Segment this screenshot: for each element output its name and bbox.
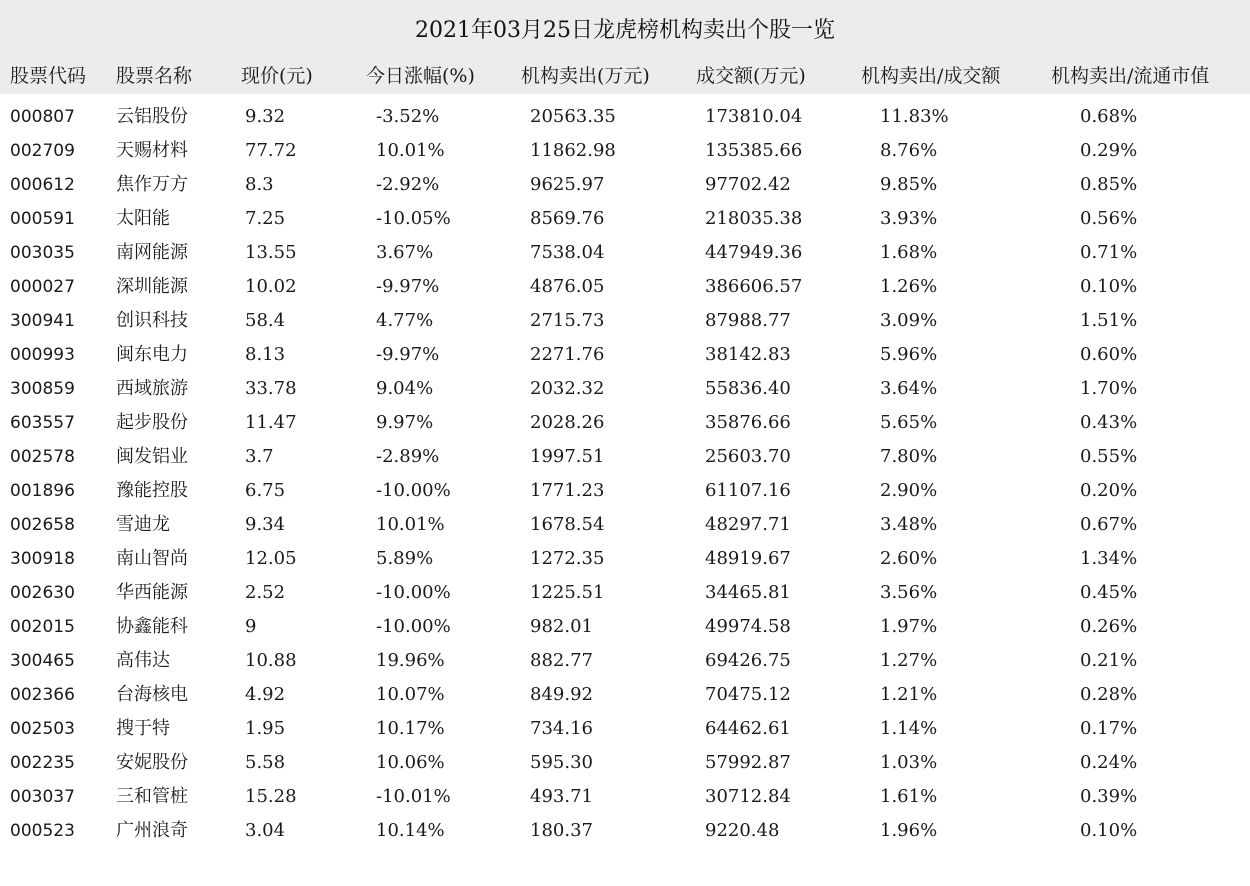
cell-inst-sell: 2028.26 bbox=[530, 412, 605, 433]
cell-price: 3.04 bbox=[245, 820, 286, 841]
cell-price: 1.95 bbox=[245, 718, 286, 739]
cell-sell-float-ratio: 1.70% bbox=[1080, 378, 1138, 399]
cell-change: -2.92% bbox=[376, 174, 440, 195]
cell-stock-name: 南山智尚 bbox=[116, 548, 188, 569]
cell-change: 4.77% bbox=[376, 310, 434, 331]
cell-stock-code: 000027 bbox=[10, 277, 75, 297]
cell-sell-turnover-ratio: 2.90% bbox=[880, 480, 938, 501]
cell-change: 5.89% bbox=[376, 548, 434, 569]
cell-stock-name: 创识科技 bbox=[116, 310, 188, 331]
cell-price: 33.78 bbox=[245, 378, 297, 399]
cell-inst-sell: 1997.51 bbox=[530, 446, 605, 467]
cell-turnover: 69426.75 bbox=[705, 650, 791, 671]
cell-turnover: 87988.77 bbox=[705, 310, 791, 331]
cell-sell-turnover-ratio: 5.96% bbox=[880, 344, 938, 365]
cell-price: 5.58 bbox=[245, 752, 286, 773]
cell-stock-code: 603557 bbox=[10, 413, 75, 433]
cell-price: 2.52 bbox=[245, 582, 286, 603]
cell-change: -3.52% bbox=[376, 106, 440, 127]
data-table-body bbox=[0, 100, 1250, 848]
table-row bbox=[0, 474, 1250, 508]
cell-sell-turnover-ratio: 1.14% bbox=[880, 718, 938, 739]
cell-sell-float-ratio: 0.55% bbox=[1080, 446, 1138, 467]
cell-stock-code: 300918 bbox=[10, 549, 75, 569]
cell-sell-turnover-ratio: 1.27% bbox=[880, 650, 938, 671]
cell-turnover: 70475.12 bbox=[705, 684, 791, 705]
cell-change: 10.06% bbox=[376, 752, 445, 773]
cell-stock-name: 安妮股份 bbox=[116, 752, 188, 773]
table-row bbox=[0, 134, 1250, 168]
cell-stock-code: 002658 bbox=[10, 515, 75, 535]
column-header-stock-name: 股票名称 bbox=[116, 65, 193, 87]
cell-change: 10.01% bbox=[376, 140, 445, 161]
cell-stock-name: 天赐材料 bbox=[116, 140, 188, 161]
cell-turnover: 55836.40 bbox=[705, 378, 791, 399]
cell-stock-name: 广州浪奇 bbox=[116, 820, 188, 841]
cell-price: 11.47 bbox=[245, 412, 297, 433]
cell-turnover: 34465.81 bbox=[705, 582, 791, 603]
cell-stock-name: 西域旅游 bbox=[116, 378, 188, 399]
cell-sell-turnover-ratio: 8.76% bbox=[880, 140, 938, 161]
table-row bbox=[0, 508, 1250, 542]
cell-turnover: 35876.66 bbox=[705, 412, 791, 433]
cell-inst-sell: 4876.05 bbox=[530, 276, 605, 297]
cell-turnover: 135385.66 bbox=[705, 140, 803, 161]
cell-inst-sell: 2715.73 bbox=[530, 310, 605, 331]
cell-sell-float-ratio: 0.26% bbox=[1080, 616, 1138, 637]
cell-change: 10.01% bbox=[376, 514, 445, 535]
cell-stock-name: 华西能源 bbox=[116, 582, 188, 603]
cell-sell-float-ratio: 0.60% bbox=[1080, 344, 1138, 365]
cell-price: 9.32 bbox=[245, 106, 286, 127]
cell-sell-turnover-ratio: 3.48% bbox=[880, 514, 938, 535]
cell-inst-sell: 8569.76 bbox=[530, 208, 605, 229]
table-row bbox=[0, 304, 1250, 338]
cell-inst-sell: 493.71 bbox=[530, 786, 593, 807]
cell-stock-code: 002235 bbox=[10, 753, 75, 773]
cell-price: 10.88 bbox=[245, 650, 297, 671]
cell-inst-sell: 1678.54 bbox=[530, 514, 605, 535]
table-row bbox=[0, 542, 1250, 576]
cell-stock-name: 云铝股份 bbox=[116, 106, 188, 127]
cell-sell-turnover-ratio: 1.61% bbox=[880, 786, 938, 807]
cell-stock-code: 002709 bbox=[10, 141, 75, 161]
cell-stock-code: 002015 bbox=[10, 617, 75, 637]
cell-inst-sell: 734.16 bbox=[530, 718, 593, 739]
cell-inst-sell: 1771.23 bbox=[530, 480, 605, 501]
cell-sell-float-ratio: 0.10% bbox=[1080, 276, 1138, 297]
cell-stock-code: 300465 bbox=[10, 651, 75, 671]
cell-change: -10.01% bbox=[376, 786, 451, 807]
cell-sell-float-ratio: 0.71% bbox=[1080, 242, 1138, 263]
cell-change: -10.00% bbox=[376, 480, 451, 501]
column-header-change: 今日涨幅(%) bbox=[366, 65, 475, 87]
cell-sell-turnover-ratio: 5.65% bbox=[880, 412, 938, 433]
cell-stock-code: 000591 bbox=[10, 209, 75, 229]
cell-stock-name: 南网能源 bbox=[116, 242, 188, 263]
cell-sell-float-ratio: 1.34% bbox=[1080, 548, 1138, 569]
table-row bbox=[0, 644, 1250, 678]
table-row bbox=[0, 168, 1250, 202]
table-row bbox=[0, 372, 1250, 406]
cell-inst-sell: 20563.35 bbox=[530, 106, 616, 127]
cell-sell-turnover-ratio: 1.97% bbox=[880, 616, 938, 637]
cell-change: 10.17% bbox=[376, 718, 445, 739]
table-row bbox=[0, 576, 1250, 610]
cell-stock-name: 三和管桩 bbox=[116, 786, 188, 807]
cell-price: 3.7 bbox=[245, 446, 274, 467]
cell-stock-name: 雪迪龙 bbox=[116, 514, 170, 535]
cell-sell-turnover-ratio: 7.80% bbox=[880, 446, 938, 467]
cell-inst-sell: 7538.04 bbox=[530, 242, 605, 263]
cell-turnover: 48919.67 bbox=[705, 548, 791, 569]
cell-sell-turnover-ratio: 1.03% bbox=[880, 752, 938, 773]
cell-sell-float-ratio: 0.39% bbox=[1080, 786, 1138, 807]
cell-stock-name: 高伟达 bbox=[116, 650, 170, 671]
cell-inst-sell: 982.01 bbox=[530, 616, 593, 637]
column-header-stock-code: 股票代码 bbox=[10, 65, 87, 87]
cell-change: -9.97% bbox=[376, 344, 440, 365]
cell-stock-code: 001896 bbox=[10, 481, 75, 501]
cell-stock-code: 003035 bbox=[10, 243, 75, 263]
cell-sell-turnover-ratio: 1.96% bbox=[880, 820, 938, 841]
cell-sell-float-ratio: 0.10% bbox=[1080, 820, 1138, 841]
cell-stock-name: 协鑫能科 bbox=[116, 616, 188, 637]
cell-price: 6.75 bbox=[245, 480, 286, 501]
cell-sell-float-ratio: 0.45% bbox=[1080, 582, 1138, 603]
cell-stock-name: 太阳能 bbox=[116, 208, 170, 229]
cell-sell-turnover-ratio: 3.56% bbox=[880, 582, 938, 603]
cell-stock-name: 搜于特 bbox=[116, 718, 170, 739]
cell-sell-float-ratio: 0.28% bbox=[1080, 684, 1138, 705]
cell-turnover: 173810.04 bbox=[705, 106, 803, 127]
cell-sell-float-ratio: 0.29% bbox=[1080, 140, 1138, 161]
cell-stock-code: 002578 bbox=[10, 447, 75, 467]
cell-stock-code: 000523 bbox=[10, 821, 75, 841]
cell-change: 19.96% bbox=[376, 650, 445, 671]
cell-inst-sell: 1225.51 bbox=[530, 582, 605, 603]
cell-change: -10.00% bbox=[376, 616, 451, 637]
cell-stock-code: 300941 bbox=[10, 311, 75, 331]
cell-price: 15.28 bbox=[245, 786, 297, 807]
cell-inst-sell: 849.92 bbox=[530, 684, 593, 705]
cell-sell-float-ratio: 0.85% bbox=[1080, 174, 1138, 195]
cell-stock-name: 闽东电力 bbox=[116, 344, 188, 365]
table-row bbox=[0, 236, 1250, 270]
cell-sell-turnover-ratio: 2.60% bbox=[880, 548, 938, 569]
cell-stock-code: 002630 bbox=[10, 583, 75, 603]
cell-price: 9.34 bbox=[245, 514, 286, 535]
cell-turnover: 386606.57 bbox=[705, 276, 803, 297]
page-title: 2021年03月25日龙虎榜机构卖出个股一览 bbox=[415, 18, 835, 43]
cell-change: -9.97% bbox=[376, 276, 440, 297]
table-row bbox=[0, 338, 1250, 372]
cell-price: 12.05 bbox=[245, 548, 297, 569]
cell-sell-float-ratio: 0.56% bbox=[1080, 208, 1138, 229]
cell-change: 10.14% bbox=[376, 820, 445, 841]
cell-stock-name: 台海核电 bbox=[116, 684, 188, 705]
table-row bbox=[0, 202, 1250, 236]
cell-stock-code: 000612 bbox=[10, 175, 75, 195]
cell-turnover: 97702.42 bbox=[705, 174, 791, 195]
cell-change: 9.04% bbox=[376, 378, 434, 399]
cell-change: -10.00% bbox=[376, 582, 451, 603]
cell-price: 9 bbox=[245, 616, 257, 637]
cell-price: 10.02 bbox=[245, 276, 297, 297]
cell-turnover: 61107.16 bbox=[705, 480, 791, 501]
column-header-sell-float-ratio: 机构卖出/流通市值 bbox=[1051, 65, 1210, 87]
cell-price: 7.25 bbox=[245, 208, 286, 229]
cell-price: 8.13 bbox=[245, 344, 286, 365]
cell-turnover: 57992.87 bbox=[705, 752, 791, 773]
table-row bbox=[0, 610, 1250, 644]
cell-stock-name: 闽发铝业 bbox=[116, 446, 188, 467]
cell-sell-turnover-ratio: 3.09% bbox=[880, 310, 938, 331]
cell-sell-float-ratio: 0.43% bbox=[1080, 412, 1138, 433]
cell-inst-sell: 9625.97 bbox=[530, 174, 605, 195]
cell-turnover: 49974.58 bbox=[705, 616, 791, 637]
cell-sell-turnover-ratio: 1.26% bbox=[880, 276, 938, 297]
cell-stock-code: 002503 bbox=[10, 719, 75, 739]
cell-stock-name: 豫能控股 bbox=[116, 480, 188, 501]
cell-inst-sell: 2271.76 bbox=[530, 344, 605, 365]
cell-price: 13.55 bbox=[245, 242, 297, 263]
cell-stock-code: 000993 bbox=[10, 345, 75, 365]
cell-stock-name: 深圳能源 bbox=[116, 276, 188, 297]
cell-stock-code: 003037 bbox=[10, 787, 75, 807]
cell-turnover: 48297.71 bbox=[705, 514, 791, 535]
cell-inst-sell: 11862.98 bbox=[530, 140, 616, 161]
cell-price: 77.72 bbox=[245, 140, 297, 161]
table-row bbox=[0, 100, 1250, 134]
cell-sell-float-ratio: 0.67% bbox=[1080, 514, 1138, 535]
cell-sell-turnover-ratio: 9.85% bbox=[880, 174, 938, 195]
cell-inst-sell: 1272.35 bbox=[530, 548, 605, 569]
table-row bbox=[0, 814, 1250, 848]
cell-stock-name: 焦作万方 bbox=[116, 174, 188, 195]
cell-price: 58.4 bbox=[245, 310, 286, 331]
cell-sell-turnover-ratio: 11.83% bbox=[880, 106, 949, 127]
cell-turnover: 447949.36 bbox=[705, 242, 803, 263]
cell-inst-sell: 180.37 bbox=[530, 820, 593, 841]
cell-sell-turnover-ratio: 1.21% bbox=[880, 684, 938, 705]
cell-change: -10.05% bbox=[376, 208, 451, 229]
cell-sell-float-ratio: 0.68% bbox=[1080, 106, 1138, 127]
cell-stock-code: 000807 bbox=[10, 107, 75, 127]
cell-sell-turnover-ratio: 3.64% bbox=[880, 378, 938, 399]
column-header-inst-sell: 机构卖出(万元) bbox=[521, 65, 650, 87]
table-row bbox=[0, 440, 1250, 474]
cell-inst-sell: 882.77 bbox=[530, 650, 593, 671]
cell-turnover: 218035.38 bbox=[705, 208, 803, 229]
table-row bbox=[0, 406, 1250, 440]
cell-change: 3.67% bbox=[376, 242, 434, 263]
cell-turnover: 38142.83 bbox=[705, 344, 791, 365]
cell-sell-turnover-ratio: 1.68% bbox=[880, 242, 938, 263]
cell-change: 9.97% bbox=[376, 412, 434, 433]
column-header-sell-turnover-ratio: 机构卖出/成交额 bbox=[861, 65, 1001, 87]
cell-sell-turnover-ratio: 3.93% bbox=[880, 208, 938, 229]
cell-price: 8.3 bbox=[245, 174, 274, 195]
cell-sell-float-ratio: 0.17% bbox=[1080, 718, 1138, 739]
table-row bbox=[0, 678, 1250, 712]
table-row bbox=[0, 712, 1250, 746]
cell-turnover: 9220.48 bbox=[705, 820, 780, 841]
cell-change: 10.07% bbox=[376, 684, 445, 705]
table-row bbox=[0, 780, 1250, 814]
cell-sell-float-ratio: 0.20% bbox=[1080, 480, 1138, 501]
cell-turnover: 30712.84 bbox=[705, 786, 791, 807]
cell-sell-float-ratio: 0.21% bbox=[1080, 650, 1138, 671]
cell-inst-sell: 595.30 bbox=[530, 752, 593, 773]
cell-price: 4.92 bbox=[245, 684, 286, 705]
cell-sell-float-ratio: 1.51% bbox=[1080, 310, 1138, 331]
cell-sell-float-ratio: 0.24% bbox=[1080, 752, 1138, 773]
cell-change: -2.89% bbox=[376, 446, 440, 467]
cell-stock-code: 002366 bbox=[10, 685, 75, 705]
cell-turnover: 64462.61 bbox=[705, 718, 791, 739]
column-header-price: 现价(元) bbox=[241, 65, 313, 87]
column-header-turnover: 成交额(万元) bbox=[696, 65, 806, 87]
cell-stock-code: 300859 bbox=[10, 379, 75, 399]
cell-turnover: 25603.70 bbox=[705, 446, 791, 467]
table-row bbox=[0, 270, 1250, 304]
table-row bbox=[0, 746, 1250, 780]
cell-stock-name: 起步股份 bbox=[116, 412, 188, 433]
cell-inst-sell: 2032.32 bbox=[530, 378, 605, 399]
